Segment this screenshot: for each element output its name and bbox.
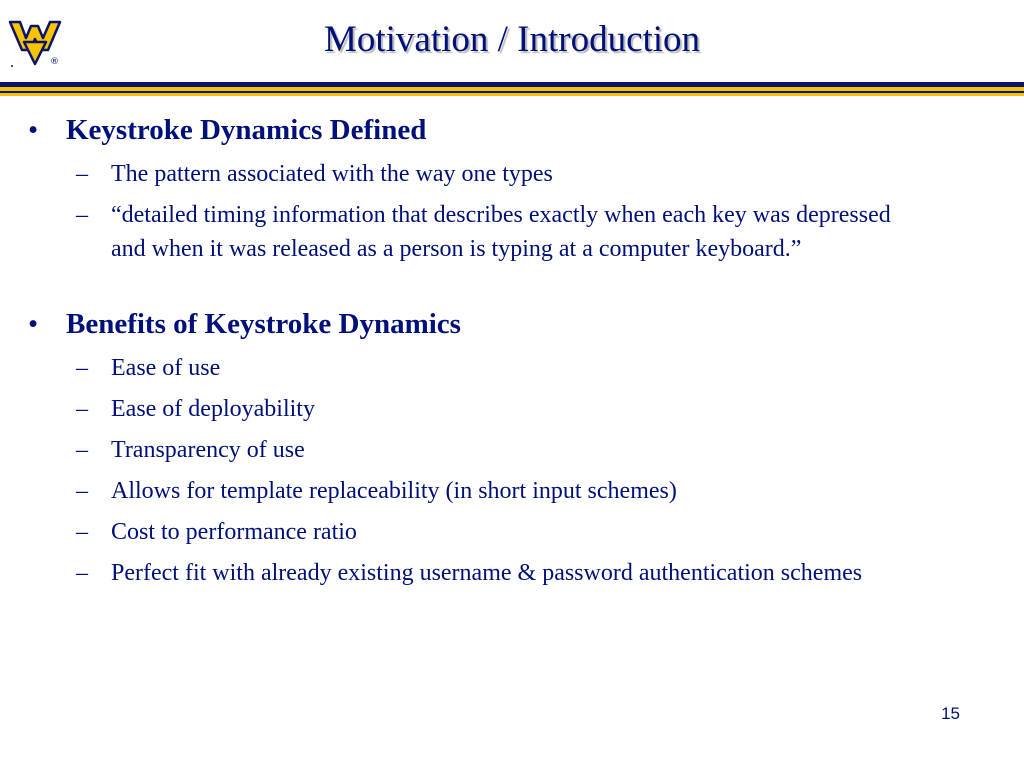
list-item: – Cost to performance ratio	[76, 519, 357, 545]
list-item: – The pattern associated with the way one types	[76, 161, 553, 187]
slide-title: Motivation / Introduction	[323, 19, 701, 60]
page-number: 15	[941, 704, 960, 723]
list-item: – Ease of use	[76, 355, 221, 381]
bullet-dot: •	[28, 114, 39, 146]
registered-mark: ®	[50, 57, 59, 67]
list-item: – Allows for template replaceability (in short input schemes)	[76, 478, 677, 504]
list-item: – Ease of deployability	[76, 396, 315, 422]
section-heading-benefits: • Benefits of Keystroke Dynamics	[0, 304, 1024, 344]
header-rule	[0, 82, 1024, 100]
list-item: – “detailed timing information that describes exactly when each key was depressed and when it was released as a person is typing at a computer keyboard.”	[76, 202, 891, 262]
list-item: – Perfect fit with already existing username & password authentication schemes	[76, 560, 863, 586]
bullet-dot: •	[28, 308, 39, 340]
list-item: – Transparency of use	[76, 437, 305, 463]
slide-content	[0, 110, 1024, 590]
section-heading-keystroke-dynamics-defined: • Keystroke Dynamics Defined	[0, 110, 1024, 150]
